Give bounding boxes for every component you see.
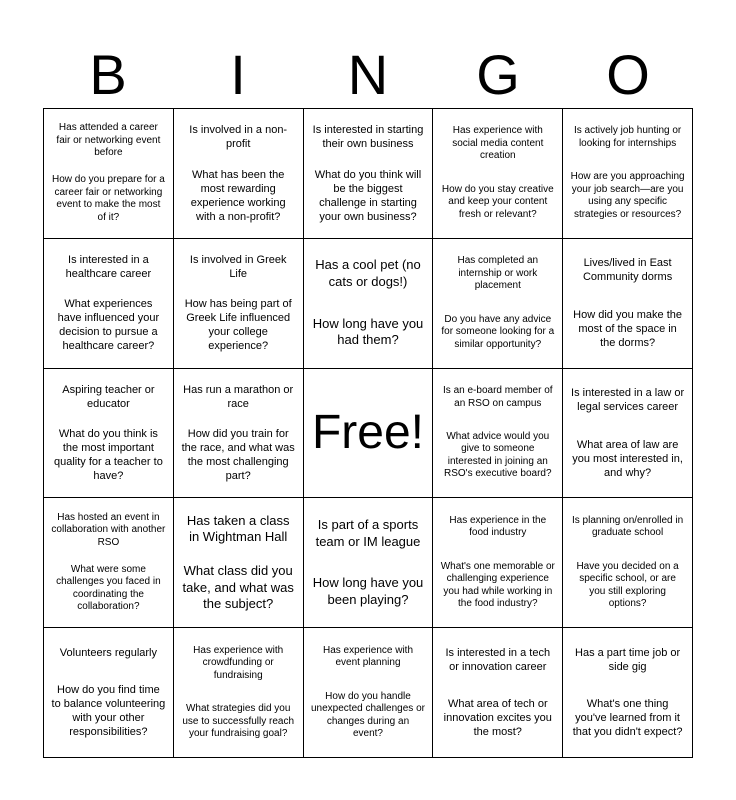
cell-prompt: Has completed an internship or work placement bbox=[457, 255, 539, 292]
cell-question: What do you think will be the biggest challenge in starting your own business? bbox=[314, 168, 422, 223]
cell-prompt: Is planning on/enrolled in graduate school bbox=[571, 514, 684, 539]
bingo-cell[interactable] bbox=[44, 239, 174, 369]
cell-prompt: Has run a marathon or race bbox=[183, 383, 294, 410]
cell-prompt: Is interested in a healthcare career bbox=[65, 253, 152, 280]
cell-question: What strategies did you use to successfully reach your fundraising goal? bbox=[182, 703, 295, 740]
cell-prompt: Aspiring teacher or educator bbox=[62, 383, 155, 410]
cell-question: How long have you had them? bbox=[312, 315, 424, 348]
cell-question: Do you have any advice for someone looking for a similar opportunity? bbox=[441, 313, 555, 350]
header-letter-b: B bbox=[89, 43, 127, 106]
cell-prompt: Volunteers regularly bbox=[59, 646, 158, 659]
cell-prompt: Is actively job hunting or looking for internships bbox=[573, 125, 682, 149]
header-letter-g: G bbox=[476, 43, 520, 106]
cell-prompt: Has experience in the food industry bbox=[449, 514, 547, 539]
bingo-cell[interactable] bbox=[304, 628, 434, 758]
header-letter-o: O bbox=[606, 43, 650, 106]
cell-prompt: Is interested in starting their own business bbox=[312, 124, 424, 151]
bingo-cell[interactable] bbox=[563, 109, 693, 239]
cell-prompt: Is involved in a non-profit bbox=[189, 124, 288, 151]
bingo-cell[interactable] bbox=[433, 628, 563, 758]
bingo-cell[interactable] bbox=[174, 109, 304, 239]
bingo-cell[interactable] bbox=[174, 239, 304, 369]
cell-question: How are you approaching your job search—are you using any specific strategies or resources? bbox=[570, 171, 685, 220]
cell-question: What's one memorable or challenging experience you had while working in the food industry? bbox=[440, 560, 555, 610]
free-space-text: Free! bbox=[311, 405, 424, 459]
bingo-cell[interactable] bbox=[174, 498, 304, 628]
cell-prompt: Has hosted an event in collaboration with another RSO bbox=[51, 511, 166, 548]
cell-question: What advice would you give to someone interested in joining an RSO's executive board? bbox=[444, 430, 552, 480]
bingo-cell[interactable] bbox=[563, 498, 693, 628]
cell-question: What experiences have influenced your decision to pursue a healthcare career? bbox=[57, 298, 160, 353]
bingo-cell[interactable] bbox=[433, 498, 563, 628]
bingo-cell[interactable] bbox=[304, 498, 434, 628]
cell-prompt: Is involved in Greek Life bbox=[189, 253, 287, 280]
cell-prompt: Has taken a class in Wightman Hall bbox=[186, 512, 290, 545]
cell-prompt: Lives/lived in East Community dorms bbox=[582, 257, 673, 284]
cell-prompt: Has experience with social media content creation bbox=[452, 125, 544, 162]
cell-prompt: Has attended a career fair or networking event before bbox=[56, 122, 161, 159]
header-letter-i: I bbox=[230, 43, 246, 106]
cell-prompt: Is interested in a law or legal services career bbox=[571, 387, 685, 414]
bingo-cell[interactable] bbox=[304, 239, 434, 369]
bingo-cell[interactable] bbox=[174, 369, 304, 499]
bingo-header bbox=[43, 40, 693, 110]
cell-prompt: Has a part time job or side gig bbox=[575, 646, 681, 673]
cell-question: What area of law are you most interested in, and why? bbox=[572, 438, 683, 479]
bingo-cell[interactable] bbox=[563, 369, 693, 499]
cell-question: How do you prepare for a career fair or networking event to make the most of it? bbox=[51, 174, 165, 223]
bingo-cell[interactable] bbox=[433, 109, 563, 239]
bingo-cell[interactable] bbox=[433, 239, 563, 369]
bingo-cell[interactable] bbox=[563, 239, 693, 369]
cell-question: What class did you take, and what was the subject? bbox=[182, 563, 294, 612]
bingo-cell[interactable] bbox=[44, 109, 174, 239]
cell-question: What area of tech or innovation excites you the most? bbox=[443, 698, 552, 739]
cell-question: What do you think is the most important quality for a teacher to have? bbox=[53, 428, 163, 483]
cell-question: What has been the most rewarding experience working with a non-profit? bbox=[190, 168, 286, 223]
cell-question: How did you train for the race, and what was the most challenging part? bbox=[181, 428, 295, 483]
cell-question: How do you find time to balance volunteering with your other responsibilities? bbox=[51, 684, 166, 739]
bingo-cell[interactable] bbox=[433, 369, 563, 499]
bingo-cell[interactable] bbox=[44, 369, 174, 499]
bingo-grid bbox=[43, 108, 693, 758]
cell-question: What's one thing you've learned from it that you didn't expect? bbox=[572, 698, 683, 739]
cell-prompt: Has a cool pet (no cats or dogs!) bbox=[315, 257, 421, 289]
cell-prompt: Is an e-board member of an RSO on campus bbox=[443, 385, 553, 409]
cell-prompt: Is part of a sports team or IM league bbox=[315, 517, 421, 549]
cell-question: How do you handle unexpected challenges or changes during an event? bbox=[311, 690, 425, 740]
cell-prompt: Has experience with crowdfunding or fundraising bbox=[193, 644, 284, 681]
cell-question: How did you make the most of the space in the dorms? bbox=[573, 308, 683, 349]
bingo-cell[interactable] bbox=[44, 498, 174, 628]
cell-question: How has being part of Greek Life influenced your college experience? bbox=[184, 298, 292, 353]
header-letter-n: N bbox=[347, 43, 389, 106]
cell-prompt: Is interested in a tech or innovation career bbox=[445, 646, 551, 673]
bingo-cell[interactable] bbox=[44, 628, 174, 758]
cell-question: How long have you been playing? bbox=[312, 575, 424, 607]
free-space-cell[interactable] bbox=[304, 369, 434, 499]
cell-question: What were some challenges you faced in coordinating the collaboration? bbox=[56, 563, 161, 613]
cell-question: How do you stay creative and keep your content fresh or relevant? bbox=[441, 183, 554, 220]
cell-prompt: Has experience with event planning bbox=[322, 644, 414, 669]
cell-question: Have you decided on a specific school, or are you still exploring options? bbox=[576, 560, 679, 610]
bingo-cell[interactable] bbox=[304, 109, 434, 239]
bingo-cell[interactable] bbox=[174, 628, 304, 758]
bingo-cell[interactable] bbox=[563, 628, 693, 758]
